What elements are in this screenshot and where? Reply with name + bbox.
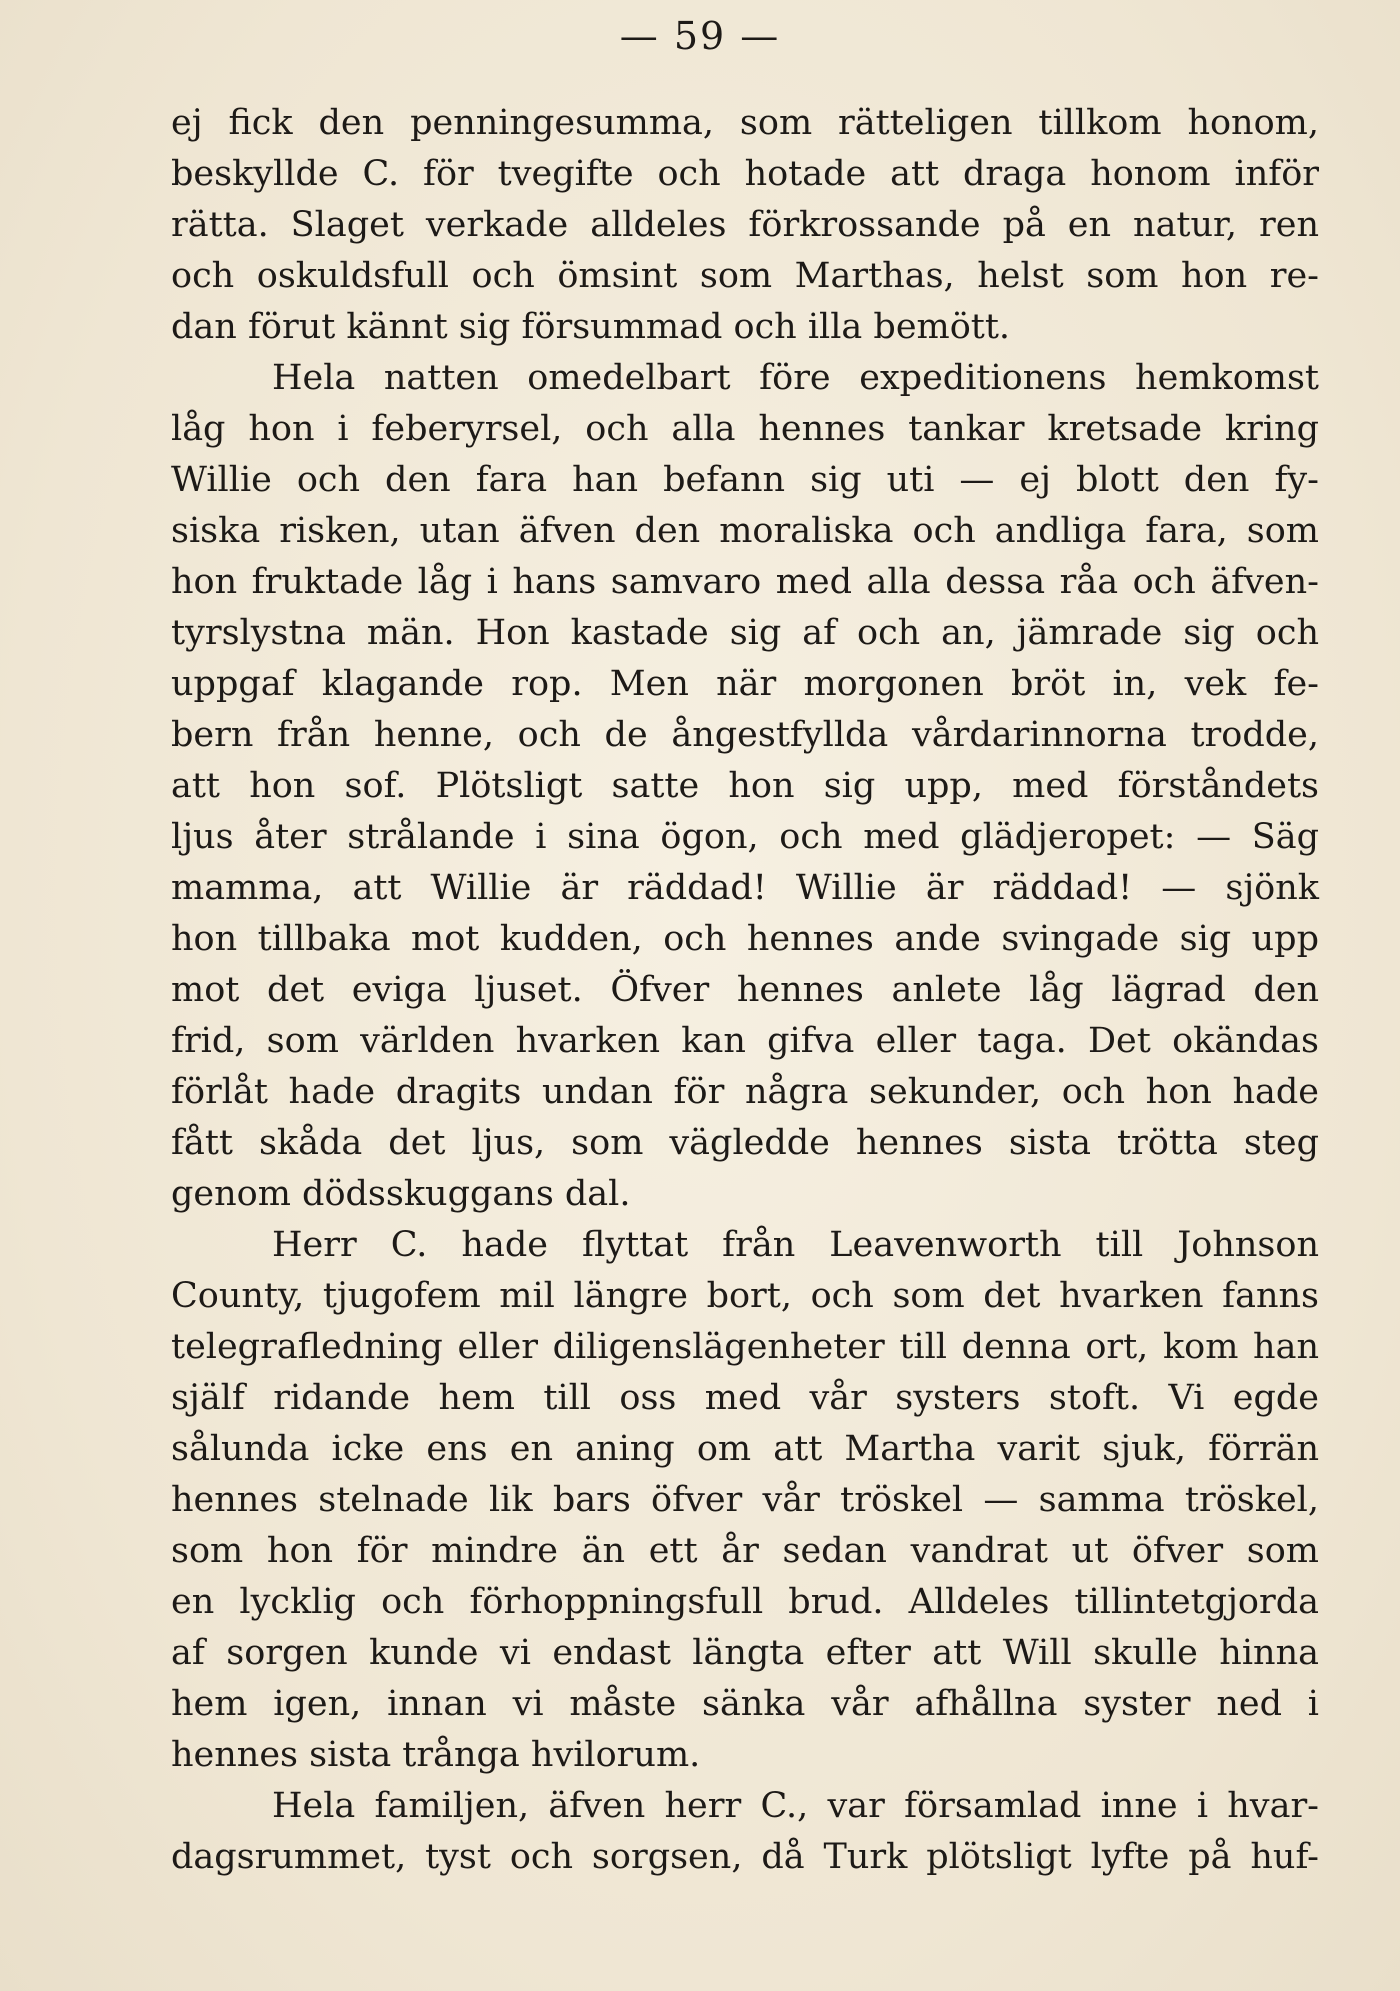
text-line: hennes sista trånga hvilorum. <box>171 1735 701 1775</box>
text-line: som hon för mindre än ett år sedan vandrat ut öfver som <box>171 1531 1319 1571</box>
text-line: genom dödsskuggans dal. <box>171 1174 631 1214</box>
text-line: uppgaf klagande rop. Men när morgonen bröt in, vek fe- <box>171 664 1319 704</box>
text-line: sålunda icke ens en aning om att Martha varit sjuk, förrän <box>171 1429 1319 1469</box>
text-line: Hela familjen, äfven herr C., var församlad inne i hvar- <box>272 1786 1319 1826</box>
text-line: dan förut kännt sig försummad och illa bemött. <box>171 307 1011 347</box>
text-line: ej fick den penningesumma, som rätteligen tillkom honom, <box>171 103 1319 143</box>
text-line: mot det eviga ljuset. Öfver hennes anlete låg lägrad den <box>171 970 1319 1010</box>
text-line: telegrafledning eller diligenslägenheter till denna ort, kom han <box>171 1327 1319 1367</box>
body-text <box>171 98 1319 1883</box>
text-line: hem igen, innan vi måste sänka vår afhållna syster ned i <box>171 1684 1319 1724</box>
text-line: af sorgen kunde vi endast längta efter att Will skulle hinna <box>171 1633 1319 1673</box>
text-line: ljus åter strålande i sina ögon, och med glädjeropet: — Säg <box>171 817 1319 857</box>
text-line: hon fruktade låg i hans samvaro med alla dessa råa och äfven- <box>171 562 1319 602</box>
text-line: tyrslystna män. Hon kastade sig af och an, jämrade sig och <box>171 613 1319 653</box>
text-line: County, tjugofem mil längre bort, och som det hvarken fanns <box>171 1276 1319 1316</box>
text-line: frid, som världen hvarken kan gifva eller taga. Det okändas <box>171 1021 1319 1061</box>
text-line: Hela natten omedelbart före expeditionens hemkomst <box>272 358 1319 398</box>
text-line: att hon sof. Plötsligt satte hon sig upp, med förståndets <box>171 766 1319 806</box>
text-line: beskyllde C. för tvegifte och hotade att draga honom inför <box>171 154 1319 194</box>
text-line: och oskuldsfull och ömsint som Marthas, helst som hon re- <box>171 256 1319 296</box>
text-line: Willie och den fara han befann sig uti — ej blott den fy- <box>171 460 1319 500</box>
text-line: mamma, att Willie är räddad! Willie är räddad! — sjönk <box>171 868 1319 908</box>
text-line: själf ridande hem till oss med vår systers stoft. Vi egde <box>171 1378 1319 1418</box>
text-line: förlåt hade dragits undan för några sekunder, och hon hade <box>171 1072 1319 1112</box>
text-line: en lycklig och förhoppningsfull brud. Alldeles tillintetgjorda <box>171 1582 1319 1622</box>
text-line: Herr C. hade flyttat från Leavenworth till Johnson <box>272 1225 1319 1265</box>
text-line: bern från henne, och de ångestfyllda vårdarinnorna trodde, <box>171 715 1319 755</box>
text-line: rätta. Slaget verkade alldeles förkrossande på en natur, ren <box>171 205 1319 245</box>
text-line: dagsrummet, tyst och sorgsen, då Turk plötsligt lyfte på huf- <box>171 1837 1319 1877</box>
text-line: låg hon i feberyrsel, och alla hennes tankar kretsade kring <box>171 409 1319 449</box>
text-line: hennes stelnade lik bars öfver vår tröskel — samma tröskel, <box>171 1480 1319 1520</box>
page-number: — 59 — <box>619 14 781 58</box>
text-line: siska risken, utan äfven den moraliska och andliga fara, som <box>171 511 1319 551</box>
text-line: hon tillbaka mot kudden, och hennes ande svingade sig upp <box>171 919 1319 959</box>
text-line: fått skåda det ljus, som vägledde hennes sista trötta steg <box>171 1123 1319 1163</box>
